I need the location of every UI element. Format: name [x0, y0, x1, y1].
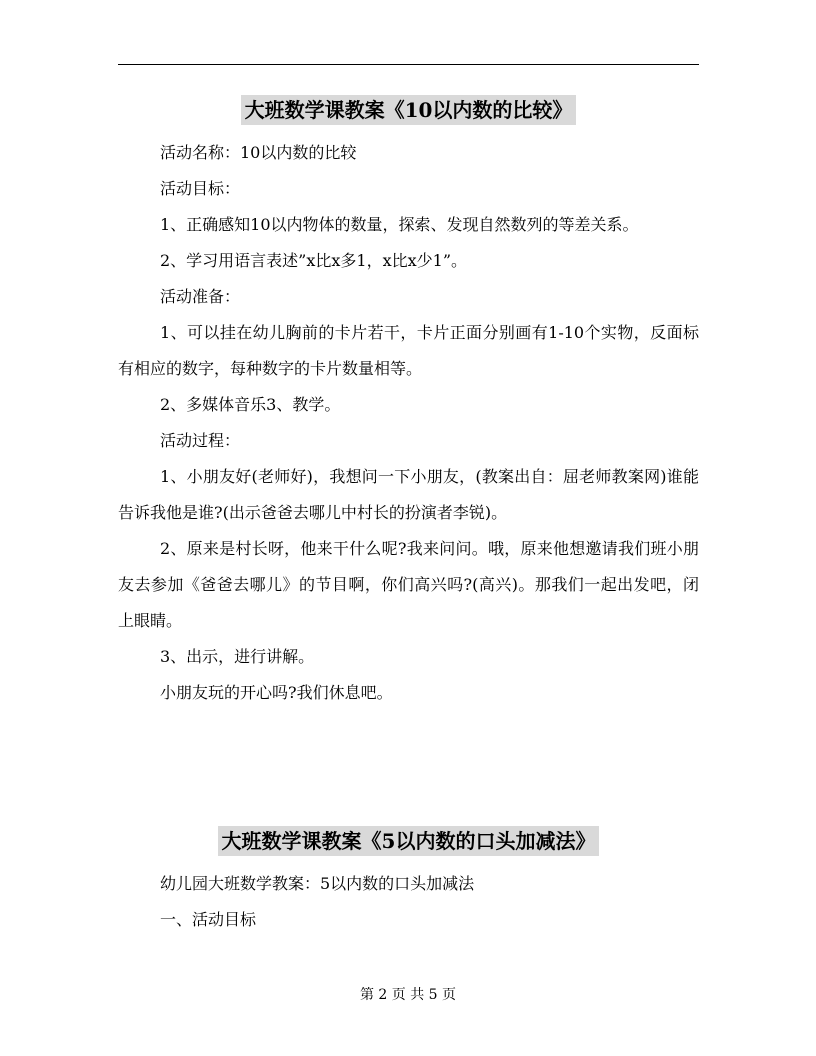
header-rule [118, 64, 699, 65]
paragraph: 幼儿园大班数学教案：5以内数的口头加减法 [160, 874, 475, 893]
paragraph: 3、出示，进行讲解。 [160, 647, 315, 666]
paragraph: 1、正确感知10以内物体的数量，探索、发现自然数列的等差关系。 [160, 215, 639, 234]
section-title: 大班数学课教案《10以内数的比较》 [241, 95, 577, 125]
lesson-plan-section-2 [118, 826, 699, 938]
paragraph: 活动目标： [160, 179, 241, 198]
section-title: 大班数学课教案《5以内数的口头加减法》 [218, 826, 600, 856]
paragraph: 2、学习用语言表述”x比x多1，x比x少1”。 [160, 251, 467, 270]
paragraph: 1、可以挂在幼儿胸前的卡片若干，卡片正面分别画有1-10个实物，反面标有相应的数字，每种数字的卡片数量相等。 [118, 323, 699, 378]
paragraph: 2、多媒体音乐3、教学。 [160, 395, 341, 414]
page-number: 第 2 页 共 5 页 [359, 987, 457, 1003]
paragraph: 小朋友玩的开心吗?我们休息吧。 [160, 683, 393, 702]
paragraph: 活动过程： [160, 431, 241, 450]
paragraph: 活动名称：10以内数的比较 [160, 143, 357, 162]
paragraph: 2、原来是村长呀，他来干什么呢?我来问问。哦，原来他想邀请我们班小朋友去参加《爸爸去哪儿》的节目啊，你们高兴吗?(高兴)。那我们一起出发吧，闭上眼睛。 [118, 539, 699, 630]
lesson-plan-section-1 [118, 95, 699, 711]
paragraph: 一、活动目标 [160, 910, 257, 929]
paragraph: 活动准备： [160, 287, 241, 306]
paragraph: 1、小朋友好(老师好)，我想问一下小朋友，(教案出自：屈老师教案网)谁能告诉我他是谁?(出示爸爸去哪儿中村长的扮演者李锐)。 [118, 467, 699, 522]
